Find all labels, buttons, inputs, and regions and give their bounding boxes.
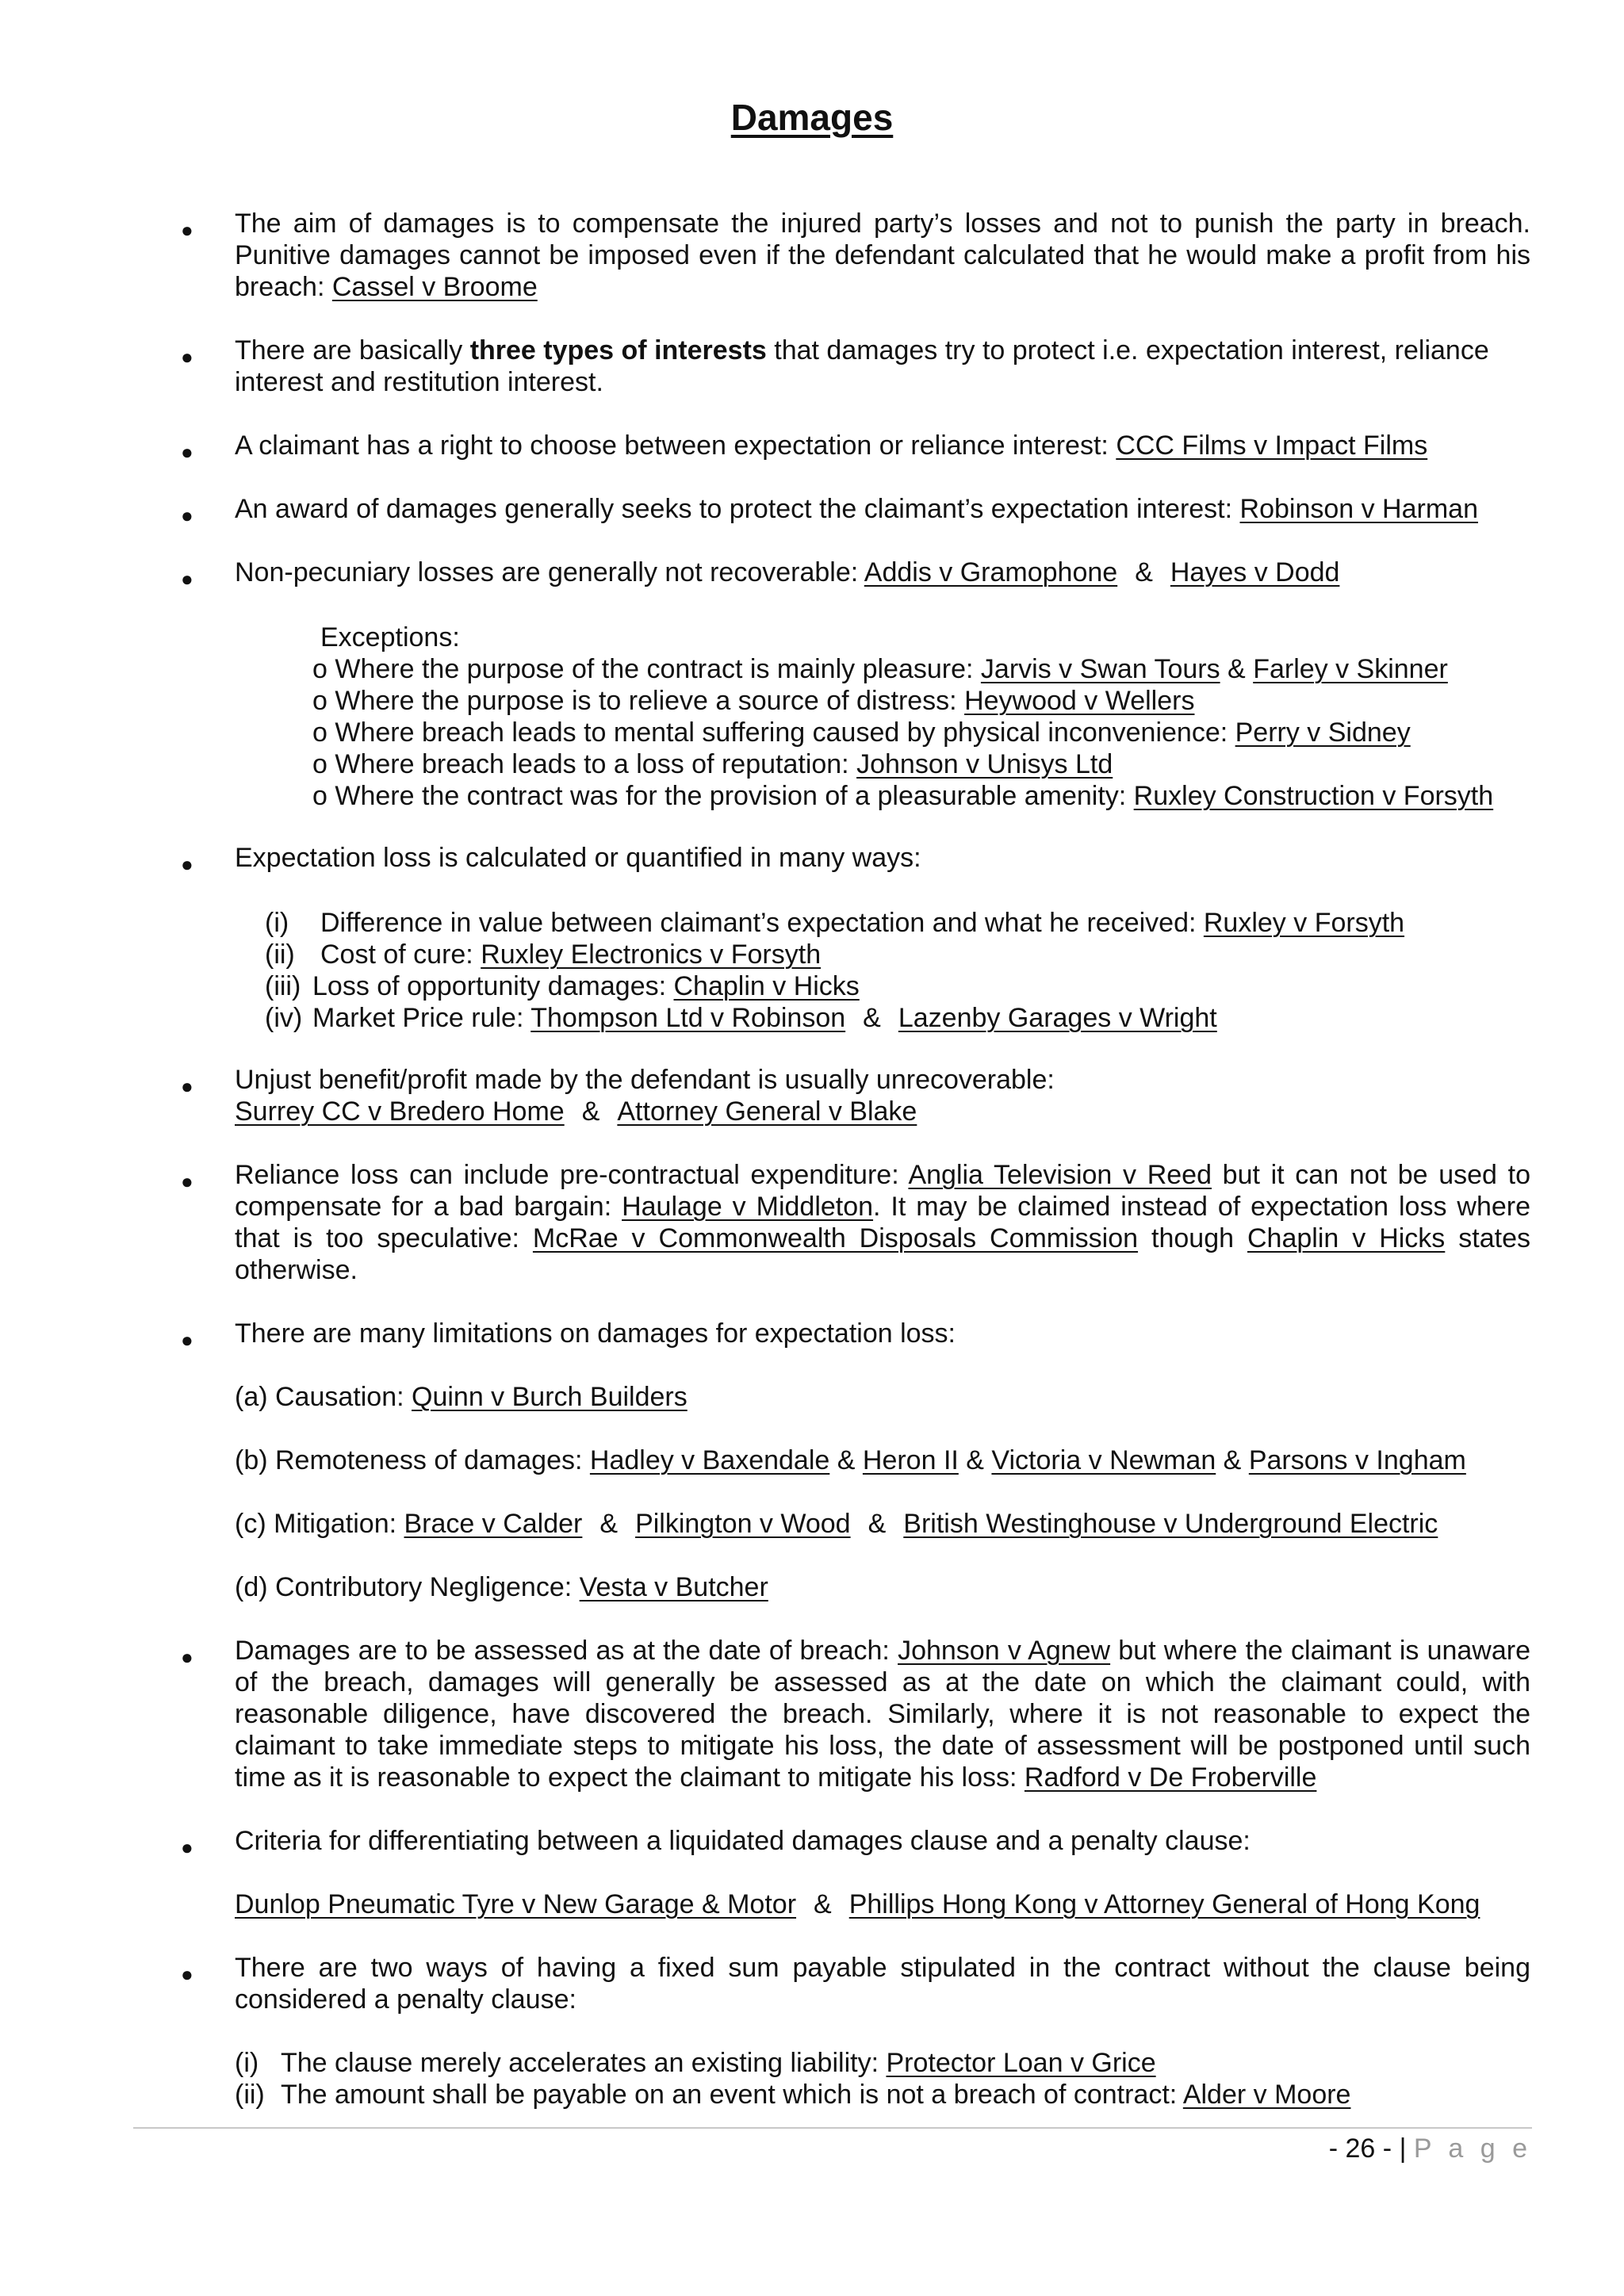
case-link[interactable]: Anglia Television v Reed: [908, 1160, 1212, 1190]
case-link[interactable]: Brace v Calder: [404, 1509, 583, 1539]
case-link[interactable]: Vesta v Butcher: [579, 1572, 768, 1602]
bullet-icon: ●: [181, 345, 193, 369]
paragraph-date-of-assessment: Damages are to be assessed as at the date of breach: Johnson v Agnew but where the claimant is unaware of the breach, damages will generally be assessed as at the date on which the claimant could, with reasonable diligence, have discovered the breach. Similarly, where it is not reasonable to expect the claimant to take immediate steps to mitigate his loss, the date of assessment will be postponed until such time as it is reasonable to expect the claimant to mitigate his loss: Radford v De Froberville: [235, 1636, 1530, 1793]
bullet-icon: ●: [181, 567, 193, 591]
case-link[interactable]: Quinn v Burch Builders: [412, 1382, 688, 1412]
unjust-benefit-cases: Surrey CC v Bredero Home & Attorney General v Blake: [235, 1096, 917, 1127]
page-label: P a g e: [1413, 2133, 1532, 2164]
emphasis-text: three types of interests: [469, 335, 767, 365]
case-link[interactable]: Johnson v Agnew: [898, 1636, 1111, 1666]
circle-bullet-icon: o: [312, 718, 327, 748]
exception-item: o Where the contract was for the provision of a pleasurable amenity: Ruxley Construction v Forsyth: [312, 781, 1494, 811]
paragraph-types-of-interests: There are basically three types of interests that damages try to protect i.e. expectation interest, reliance interest and restitution interest.: [235, 335, 1489, 397]
paragraph-non-pecuniary: Non-pecuniary losses are generally not recoverable: Addis v Gramophone & Hayes v Dodd: [235, 557, 1340, 587]
case-link[interactable]: Haulage v Middleton: [622, 1192, 874, 1222]
expectation-item: (iv) Market Price rule: Thompson Ltd v Robinson & Lazenby Garages v Wright: [265, 1003, 1217, 1033]
case-link[interactable]: CCC Films v Impact Films: [1116, 430, 1428, 461]
circle-bullet-icon: o: [312, 781, 327, 811]
case-link[interactable]: Hayes v Dodd: [1170, 557, 1340, 587]
case-link[interactable]: Farley v Skinner: [1253, 654, 1448, 684]
case-link[interactable]: Cassel v Broome: [331, 272, 538, 302]
bullet-icon: ●: [181, 1169, 193, 1193]
case-link[interactable]: Chaplin v Hicks: [673, 971, 860, 1001]
case-link[interactable]: McRae v Commonwealth Disposals Commission: [532, 1223, 1139, 1253]
case-link[interactable]: Alder v Moore: [1182, 2080, 1351, 2110]
exception-item: o Where breach leads to mental suffering caused by physical inconvenience: Perry v Sidney: [312, 718, 1411, 748]
expectation-item: (i) Difference in value between claimant’s expectation and what he received: Ruxley v Forsyth: [265, 908, 1405, 938]
case-link[interactable]: Surrey CC v Bredero Home: [235, 1096, 565, 1127]
exceptions-heading: Exceptions:: [320, 622, 460, 652]
page-footer: [1329, 2133, 1532, 2164]
exception-item: o Where breach leads to a loss of reputation: Johnson v Unisys Ltd: [312, 749, 1113, 779]
bullet-icon: ●: [181, 1074, 193, 1098]
case-link[interactable]: Ruxley Construction v Forsyth: [1133, 781, 1494, 811]
paragraph-limitations: There are many limitations on damages for expectation loss:: [235, 1318, 956, 1349]
case-link[interactable]: Victoria v Newman: [991, 1445, 1216, 1475]
case-link[interactable]: Addis v Gramophone: [864, 557, 1118, 587]
case-link[interactable]: Heywood v Wellers: [964, 686, 1195, 716]
circle-bullet-icon: o: [312, 749, 327, 779]
case-link[interactable]: Heron II: [862, 1445, 959, 1475]
case-link[interactable]: Pilkington v Wood: [635, 1509, 851, 1539]
bullet-icon: ●: [181, 1835, 193, 1859]
paragraph-penalty-criteria: Criteria for differentiating between a liquidated damages clause and a penalty clause:: [235, 1826, 1251, 1856]
case-link[interactable]: Lazenby Garages v Wright: [898, 1003, 1217, 1033]
circle-bullet-icon: o: [312, 654, 327, 684]
limitation-contributory-negligence: (d) Contributory Negligence: Vesta v Butcher: [235, 1572, 768, 1602]
limitation-remoteness: (b) Remoteness of damages: Hadley v Baxendale & Heron II & Victoria v Newman & Parsons v Ingham: [235, 1445, 1466, 1475]
paragraph-expectation-loss: Expectation loss is calculated or quantified in many ways:: [235, 843, 921, 873]
penalty-item: (ii) The amount shall be payable on an event which is not a breach of contract: Alder v Moore: [235, 2080, 1351, 2110]
case-link[interactable]: Radford v De Froberville: [1024, 1762, 1317, 1793]
case-link[interactable]: Parsons v Ingham: [1248, 1445, 1466, 1475]
paragraph-fixed-sum: There are two ways of having a fixed sum payable stipulated in the contract without the clause being considered a penalty clause:: [235, 1953, 1530, 2015]
case-link[interactable]: Chaplin v Hicks: [1247, 1223, 1446, 1253]
paragraph-expectation-interest: An award of damages generally seeks to protect the claimant’s expectation interest: Robinson v Harman: [235, 494, 1478, 524]
paragraph-reliance-loss: Reliance loss can include pre-contractual expenditure: Anglia Television v Reed but it can not be used to compensate for a bad bargain: Haulage v Middleton. It may be claimed instead of expectation loss where that is too speculative: McRae v Commonwealth Disposals Commission though Chaplin v Hicks states otherwise.: [235, 1160, 1530, 1285]
case-link[interactable]: Hadley v Baxendale: [589, 1445, 830, 1475]
expectation-item: (ii) Cost of cure: Ruxley Electronics v Forsyth: [265, 939, 822, 970]
bullet-icon: ●: [181, 1962, 193, 1986]
case-link[interactable]: Jarvis v Swan Tours: [980, 654, 1220, 684]
page-number: - 26 -: [1328, 2133, 1392, 2164]
limitation-causation: (a) Causation: Quinn v Burch Builders: [235, 1382, 688, 1412]
exception-item: o Where the purpose of the contract is mainly pleasure: Jarvis v Swan Tours & Farley v Skinner: [312, 654, 1448, 684]
case-link[interactable]: British Westinghouse v Underground Electric: [903, 1509, 1438, 1539]
footer-divider: [133, 2127, 1532, 2129]
case-link[interactable]: Attorney General v Blake: [617, 1096, 917, 1127]
paragraph-unjust-benefit: Unjust benefit/profit made by the defendant is usually unrecoverable:: [235, 1065, 1055, 1095]
case-link[interactable]: Johnson v Unisys Ltd: [856, 749, 1113, 779]
bullet-icon: ●: [181, 1645, 193, 1669]
bullet-icon: ●: [181, 503, 193, 527]
case-link[interactable]: Ruxley v Forsyth: [1203, 908, 1405, 938]
circle-bullet-icon: o: [312, 686, 327, 716]
case-link[interactable]: Protector Loan v Grice: [886, 2048, 1156, 2078]
footer-separator: |: [1399, 2133, 1407, 2164]
bullet-icon: ●: [181, 1328, 193, 1352]
paragraph-aim-of-damages: The aim of damages is to compensate the injured party’s losses and not to punish the party in breach. Punitive damages cannot be imposed even if the defendant calculated that he would make a profit from his breach: Cassel v Broome: [235, 209, 1530, 302]
penalty-item: (i) The clause merely accelerates an existing liability: Protector Loan v Grice: [235, 2048, 1156, 2078]
bullet-icon: ●: [181, 218, 193, 242]
case-link[interactable]: Phillips Hong Kong v Attorney General of Hong Kong: [848, 1889, 1480, 1919]
paragraph-choose-interest: A claimant has a right to choose between expectation or reliance interest: CCC Films v Impact Films: [235, 430, 1428, 461]
page-title: Damages: [730, 97, 894, 138]
expectation-item: (iii) Loss of opportunity damages: Chaplin v Hicks: [265, 971, 860, 1001]
case-link[interactable]: Robinson v Harman: [1239, 494, 1478, 524]
limitation-mitigation: (c) Mitigation: Brace v Calder & Pilkington v Wood & British Westinghouse v Underground Electric: [235, 1509, 1438, 1539]
case-link[interactable]: Perry v Sidney: [1235, 718, 1411, 748]
bullet-icon: ●: [181, 852, 193, 876]
case-link[interactable]: Dunlop Pneumatic Tyre v New Garage & Motor: [235, 1889, 797, 1919]
bullet-icon: ●: [181, 440, 193, 464]
case-link[interactable]: Ruxley Electronics v Forsyth: [481, 939, 822, 970]
case-link[interactable]: Thompson Ltd v Robinson: [530, 1003, 846, 1033]
exception-item: o Where the purpose is to relieve a source of distress: Heywood v Wellers: [312, 686, 1195, 716]
penalty-criteria-cases: Dunlop Pneumatic Tyre v New Garage & Motor & Phillips Hong Kong v Attorney General of Hong Kong: [235, 1889, 1480, 1919]
